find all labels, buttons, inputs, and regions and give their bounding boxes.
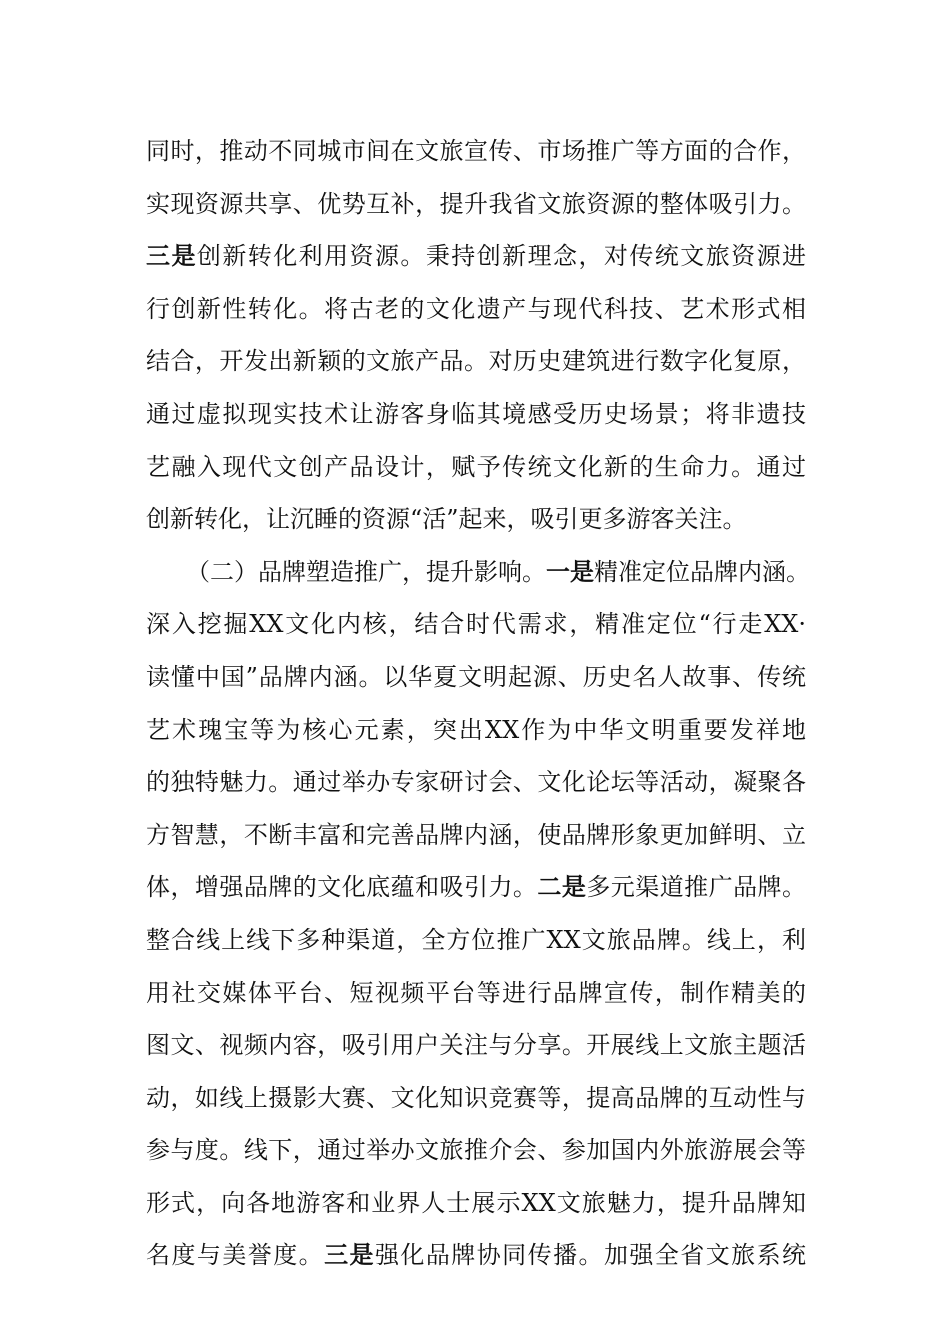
body-text bbox=[146, 125, 810, 1282]
bold-lead-phrase: 二是 bbox=[537, 872, 587, 902]
text-segment: 艺术瑰宝等为核心元素，突出XX作为中华文明重要发祥地 bbox=[146, 715, 806, 744]
text-segment: 同时，推动不同城市间在文旅宣传、市场推广等方面的合作， bbox=[146, 137, 806, 165]
text-line bbox=[146, 546, 810, 599]
text-segment: 形式，向各地游客和业界人士展示XX文旅魅力，提升品牌知 bbox=[146, 1188, 806, 1217]
text-line bbox=[146, 335, 806, 388]
text-line bbox=[146, 441, 806, 494]
text-line bbox=[146, 756, 806, 809]
text-segment: 名度与美誉度。 bbox=[146, 1241, 325, 1270]
text-segment: 参与度。线下，通过举办文旅推介会、参加国内外旅游展会等 bbox=[146, 1136, 806, 1165]
text-segment: 动，如线上摄影大赛、文化知识竞赛等，提高品牌的互动性与 bbox=[146, 1083, 806, 1112]
text-line bbox=[146, 125, 806, 178]
text-segment: 体，增强品牌的文化底蕴和吸引力。 bbox=[146, 873, 538, 902]
text-line bbox=[146, 1124, 806, 1177]
text-segment: 创新转化利用资源。秉持创新理念，对传统文旅资源进 bbox=[196, 242, 807, 271]
text-line bbox=[146, 1229, 806, 1282]
text-segment: 行创新性转化。将古老的文化遗产与现代科技、艺术形式相 bbox=[146, 294, 806, 323]
text-segment: （二）品牌塑造推广，提升影响。 bbox=[186, 557, 546, 586]
text-line bbox=[146, 283, 806, 336]
text-line bbox=[146, 178, 806, 231]
text-segment: 的独特魅力。通过举办专家研讨会、文化论坛等活动，凝聚各 bbox=[146, 768, 806, 797]
text-line bbox=[146, 809, 806, 862]
text-segment: 精准定位品牌内涵。 bbox=[594, 557, 810, 586]
text-line bbox=[146, 1177, 806, 1230]
text-line bbox=[146, 493, 806, 546]
text-segment: 创新转化，让沉睡的资源“活”起来，吸引更多游客关注。 bbox=[146, 505, 747, 534]
text-line bbox=[146, 914, 806, 967]
text-line bbox=[146, 1019, 806, 1072]
text-line bbox=[146, 861, 806, 914]
text-segment: 实现资源共享、优势互补，提升我省文旅资源的整体吸引力。 bbox=[146, 189, 806, 218]
text-segment: 多元渠道推广品牌。 bbox=[586, 873, 807, 902]
text-line bbox=[146, 1072, 806, 1125]
text-line bbox=[146, 388, 806, 441]
text-segment: 方智慧，不断丰富和完善品牌内涵，使品牌形象更加鲜明、立 bbox=[146, 820, 806, 849]
text-segment: 通过虚拟现实技术让游客身临其境感受历史场景；将非遗技 bbox=[146, 399, 806, 428]
bold-lead-phrase: 一是 bbox=[546, 556, 594, 586]
text-segment: 深入挖掘XX文化内核，结合时代需求，精准定位“行走XX· bbox=[146, 610, 806, 639]
text-line bbox=[146, 704, 806, 757]
text-segment: 强化品牌协同传播。加强全省文旅系统 bbox=[374, 1241, 807, 1270]
text-line bbox=[146, 967, 806, 1020]
text-segment: 读懂中国”品牌内涵。以华夏文明起源、历史名人故事、传统 bbox=[146, 662, 806, 691]
text-segment: 用社交媒体平台、短视频平台等进行品牌宣传，制作精美的 bbox=[146, 978, 806, 1007]
bold-lead-phrase: 三是 bbox=[324, 1240, 375, 1270]
text-segment: 整合线上线下多种渠道，全方位推广XX文旅品牌。线上，利 bbox=[146, 925, 806, 954]
text-segment: 结合，开发出新颖的文旅产品。对历史建筑进行数字化复原， bbox=[146, 347, 806, 376]
text-line bbox=[146, 598, 806, 651]
text-line bbox=[146, 230, 806, 283]
text-line bbox=[146, 651, 806, 704]
text-segment: 图文、视频内容，吸引用户关注与分享。开展线上文旅主题活 bbox=[146, 1031, 806, 1060]
bold-lead-phrase: 三是 bbox=[146, 241, 197, 271]
text-segment: 艺融入现代文创产品设计，赋予传统文化新的生命力。通过 bbox=[146, 452, 806, 481]
